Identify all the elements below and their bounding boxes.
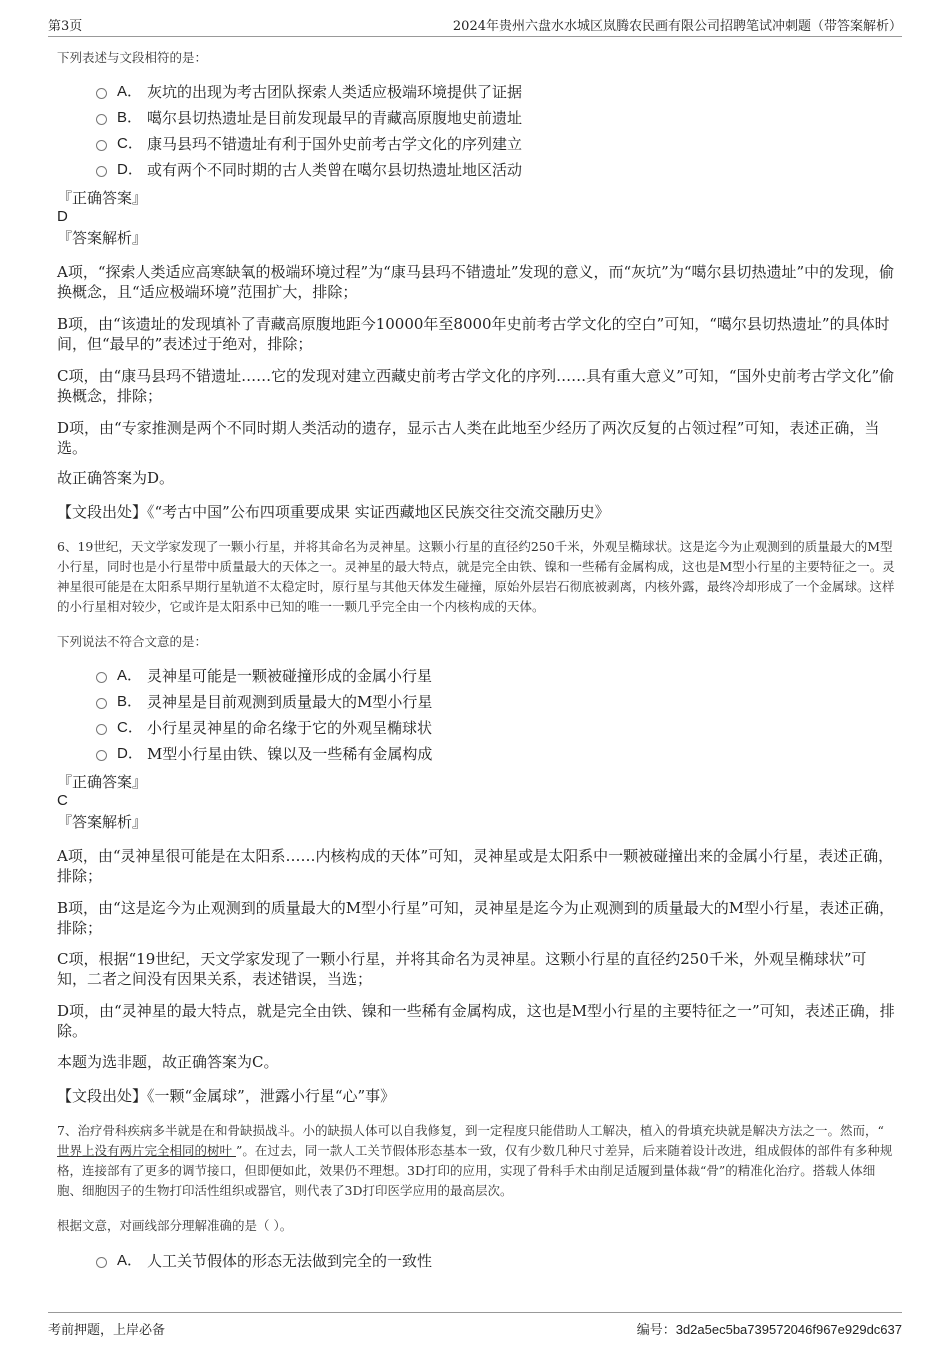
page-footer: [48, 1312, 902, 1338]
q5-option-d[interactable]: D． 或有两个不同时期的古人类曾在噶尔县切热遗址地区活动: [96, 160, 522, 180]
q6-analysis-d: D项，由“灵神星的最大特点，就是完全由铁、镍和一些稀有金属构成，这也是M型小行星的主要特征之一”可知，表述正确，排除。: [57, 1002, 895, 1040]
q6-option-b[interactable]: B． 灵神星是目前观测到质量最大的M型小行星: [96, 692, 432, 712]
q7-passage: 7、治疗骨科疾病多半就是在和骨缺损战斗。小的缺损人体可以自我修复，到一定程度只能借助人工解决，植入的骨填充块就是解决方法之一。然而，“ 世界上没有两片完全相同的树叶 ”。在过去，同一款人工关节假体形态基本一致，仅有少数几种尺寸差异，后来随着设计改进，组成假体的部件有多种规格，连接部有了更多的调节接口，但即便如此，效果仍不理想。3D打印的应用，实现了骨科手术由削足适履到量体裁“骨”的精准化治疗。搭载人体细胞、细胞因子的生物打印活性组织或器官，则代表了3D打印医学应用的最高层次。: [57, 1123, 893, 1198]
radio-icon[interactable]: [96, 698, 107, 709]
q6-analysis-label: 『答案解析』: [57, 813, 148, 831]
q6-analysis-c: C项，根据“19世纪，天文学家发现了一颗小行星，并将其命名为灵神星。这颗小行星的直径约250千米，外观呈椭球状”可知，二者之间没有因果关系，表述错误，当选；: [57, 950, 867, 988]
q5-analysis-c: C项，由“康马县玛不错遗址……它的发现对建立西藏史前考古学文化的序列……具有重大意义”可知，“国外史前考古学文化”偷换概念，排除；: [57, 367, 895, 405]
q7-option-a[interactable]: A． 人工关节假体的形态无法做到完全的一致性: [96, 1251, 432, 1271]
q6-conclusion: 本题为选非题，故正确答案为C。: [57, 1053, 279, 1071]
radio-icon[interactable]: [96, 750, 107, 761]
q6-analysis-b: B项，由“这是迄今为止观测到的质量最大的M型小行星”可知，灵神星是迄今为止观测到的质量最大的M型小行星，表述正确，排除；: [57, 899, 895, 937]
q6-answer-label: 『正确答案』: [57, 773, 148, 791]
q6-option-a[interactable]: A． 灵神星可能是一颗被碰撞形成的金属小行星: [96, 666, 432, 686]
radio-icon[interactable]: [96, 724, 107, 735]
radio-icon[interactable]: [96, 140, 107, 151]
q7-stem: 根据文意，对画线部分理解准确的是（ ）。: [57, 1218, 293, 1233]
q5-analysis-d: D项，由“专家推测是两个不同时期人类活动的遗存，显示古人类在此地至少经历了两次反复的占领过程”可知，表述正确，当选。: [57, 419, 880, 457]
q5-option-c[interactable]: C． 康马县玛不错遗址有利于国外史前考古学文化的序列建立: [96, 134, 522, 154]
q6-analysis-a: A项，由“灵神星很可能是在太阳系……内核构成的天体”可知，灵神星或是太阳系中一颗被碰撞出来的金属小行星，表述正确，排除；: [57, 847, 894, 885]
q5-conclusion: 故正确答案为D。: [57, 469, 175, 487]
q5-answer-label: 『正确答案』: [57, 189, 148, 207]
radio-icon[interactable]: [96, 1257, 107, 1268]
q6-option-d[interactable]: D． M型小行星由铁、镍以及一些稀有金属构成: [96, 744, 432, 764]
q5-analysis-a: A项，“探索人类适应高寒缺氧的极端环境过程”为“康马县玛不错遗址”发现的意义，而“灰坑”为“噶尔县切热遗址”中的发现，偷换概念，且“适应极端环境”范围扩大，排除；: [57, 263, 895, 301]
q6-option-c[interactable]: C． 小行星灵神星的命名缘于它的外观呈椭球状: [96, 718, 432, 738]
q5-analysis-b: B项，由“该遗址的发现填补了青藏高原腹地距今10000年至8000年史前考古学文化的空白”可知，“噶尔县切热遗址”的具体时间，但“最早的”表述过于绝对，排除；: [57, 315, 890, 353]
q6-stem: 下列说法不符合文意的是：: [57, 634, 208, 649]
q5-option-a[interactable]: A． 灰坑的出现为考古团队探索人类适应极端环境提供了证据: [96, 82, 522, 102]
document-title: 2024年贵州六盘水水城区岚腾农民画有限公司招聘笔试冲刺题（带答案解析）: [452, 19, 902, 34]
q6-source: 【文段出处】《一颗“金属球”，泄露小行星“心”事》: [57, 1087, 396, 1105]
page-number: 第3页: [48, 19, 83, 34]
document-code: 编号：3d2a5ec5ba739572046f967e929dc637: [636, 1322, 902, 1338]
radio-icon[interactable]: [96, 166, 107, 177]
q5-stem: 下列表述与文段相符的是：: [57, 50, 208, 65]
footer-slogan: 考前押题，上岸必备: [48, 1323, 166, 1338]
q6-passage: 6、19世纪，天文学家发现了一颗小行星，并将其命名为灵神星。这颗小行星的直径约250千米，外观呈椭球状。这是迄今为止观测到的质量最大的M型小行星，同时也是小行星带中质量最大的天体之一。灵神星的最大特点，就是完全由铁、镍和一些稀有金属构成，这也是M型小行星的主要特征之一。灵神星很可能是在太阳系早期行星轨道不太稳定时，原行星与其他天体发生碰撞，原始外层岩石彻底被剥离，内核外露，最终冷却形成了一个金属球。这样的小行星相对较少，它或许是太阳系中已知的唯一一颗几乎完全由一个内核构成的天体。: [57, 539, 895, 614]
q6-answer: C: [57, 792, 68, 809]
q5-analysis-label: 『答案解析』: [57, 229, 148, 247]
q7-underlined-phrase: 世界上没有两片完全相同的树叶: [57, 1143, 236, 1158]
radio-icon[interactable]: [96, 114, 107, 125]
q5-answer: D: [57, 208, 68, 225]
radio-icon[interactable]: [96, 88, 107, 99]
page-header: [48, 14, 902, 37]
q5-option-b[interactable]: B． 噶尔县切热遗址是目前发现最早的青藏高原腹地史前遗址: [96, 108, 522, 128]
q5-source: 【文段出处】《“考古中国”公布四项重要成果 实证西藏地区民族交往交流交融历史》: [57, 503, 610, 521]
radio-icon[interactable]: [96, 672, 107, 683]
